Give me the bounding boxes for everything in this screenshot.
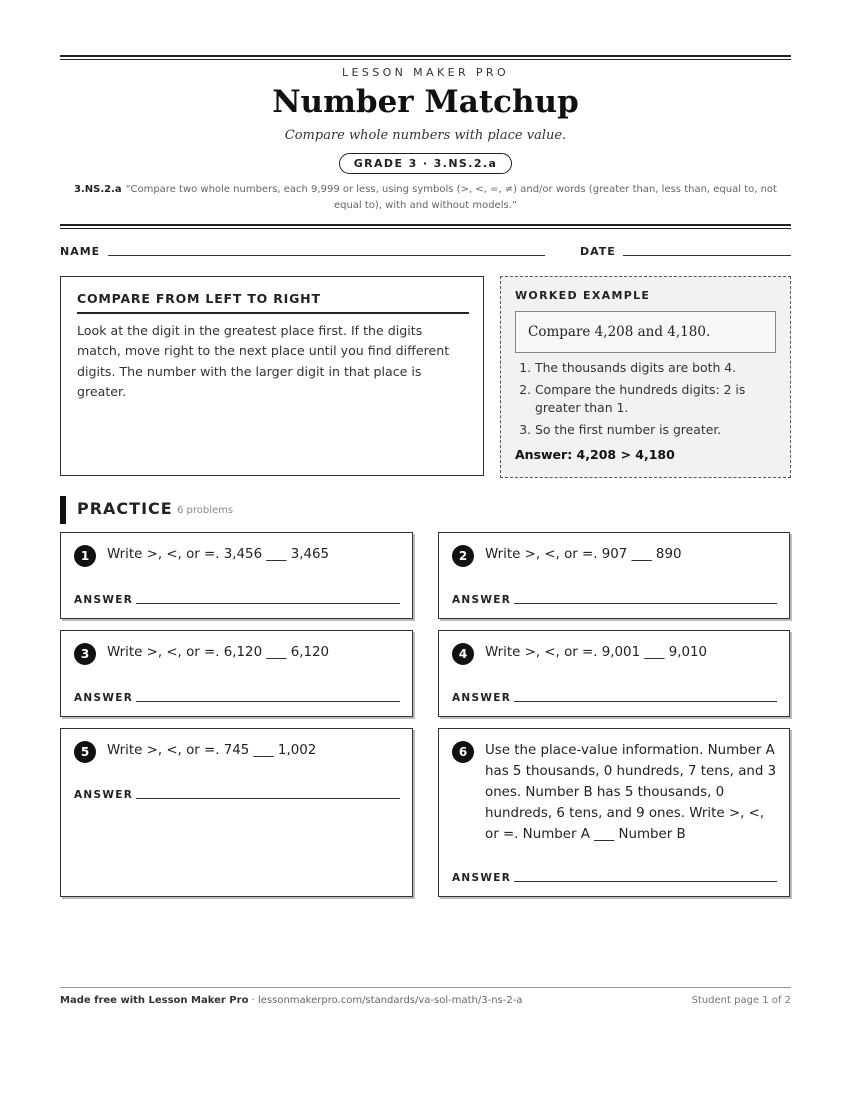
header-bottom-rule	[60, 224, 791, 226]
footer-page-number: Student page 1 of 2	[691, 995, 791, 1006]
page-subtitle: Compare whole numbers with place value.	[284, 128, 567, 143]
brand-name: LESSON MAKER PRO	[341, 66, 510, 79]
problem-card	[60, 728, 413, 897]
problem-prompt: Write >, <, or =. 745 ___ 1,002	[107, 743, 317, 758]
problem-card	[438, 728, 790, 897]
answer-label: ANSWER	[74, 594, 134, 606]
worked-step: 1. The thousands digits are both 4.	[535, 359, 760, 378]
problem-prompt: Use the place-value information. Number A has 5 thousands, 0 hundreds, 7 tens, and 3 ones. Number B has 5 thousands, 0 hundreds, 6 tens, and 9 ones. Write >, <, or =. Number A ___ Number B	[485, 743, 777, 842]
worked-step: 2. Compare the hundreds digits: 2 is greater than 1.	[535, 381, 760, 418]
problem-prompt: Write >, <, or =. 907 ___ 890	[485, 547, 682, 562]
problem-number-badge: 4	[452, 643, 474, 665]
grade-badge: GRADE 3 · 3.NS.2.a	[339, 153, 513, 174]
problem-number-badge: 3	[74, 643, 96, 665]
worked-example-steps	[521, 359, 760, 442]
standard-text: “Compare two whole numbers, each 9,999 or less, using symbols (>, <, =, ≠) and/or words (greater than, less than, equal to, not equal to), with and without models.”	[125, 184, 777, 211]
page-title: Number Matchup	[272, 84, 579, 120]
name-label: NAME	[60, 245, 101, 258]
worked-example-answer: Answer: 4,208 > 4,180	[515, 447, 675, 462]
compare-strategy-box	[60, 276, 484, 476]
answer-label: ANSWER	[452, 872, 512, 884]
problem-prompt: Write >, <, or =. 6,120 ___ 6,120	[107, 645, 330, 660]
answer-field[interactable]	[514, 603, 777, 604]
practice-title: PRACTICE	[77, 499, 173, 518]
problem-card	[438, 532, 790, 619]
footer-credit	[60, 995, 522, 1006]
worksheet-page	[60, 0, 791, 1100]
problem-prompt: Write >, <, or =. 9,001 ___ 9,010	[485, 645, 708, 660]
answer-label: ANSWER	[452, 692, 512, 704]
footer-rule	[60, 987, 791, 988]
answer-field[interactable]	[514, 701, 777, 702]
name-date-row	[60, 245, 791, 261]
footer-made-with: Made free with Lesson Maker Pro	[60, 995, 249, 1006]
problem-prompt: Write >, <, or =. 3,456 ___ 3,465	[107, 547, 330, 562]
compare-heading: COMPARE FROM LEFT TO RIGHT	[77, 291, 469, 314]
worked-example-box	[500, 276, 791, 478]
answer-label: ANSWER	[452, 594, 512, 606]
date-label: DATE	[580, 245, 616, 258]
name-field[interactable]	[108, 255, 545, 256]
problem-number-badge: 6	[452, 741, 474, 763]
answer-field[interactable]	[136, 701, 400, 702]
answer-field[interactable]	[514, 881, 777, 882]
answer-label: ANSWER	[74, 692, 134, 704]
date-field[interactable]	[623, 255, 791, 256]
footer-url-link[interactable]: · lessonmakerpro.com/standards/va-sol-math/3-ns-2-a	[248, 995, 523, 1006]
practice-count: 6 problems	[177, 505, 234, 516]
problem-card	[60, 532, 413, 619]
problem-number-badge: 2	[452, 545, 474, 567]
problem-card	[438, 630, 790, 717]
answer-field[interactable]	[136, 603, 400, 604]
standard-description	[60, 182, 791, 214]
worked-example-heading: WORKED EXAMPLE	[515, 289, 651, 302]
problem-card	[60, 630, 413, 717]
problem-number-badge: 5	[74, 741, 96, 763]
standard-code: 3.NS.2.a	[74, 184, 122, 195]
compare-body: Look at the digit in the greatest place first. If the digits match, move right to the next place until you find different digits. The number with the larger digit in that place is greater.	[77, 323, 450, 400]
worked-step: 3. So the first number is greater.	[535, 421, 760, 440]
practice-accent-bar	[60, 496, 66, 524]
header-top-rule	[60, 55, 791, 57]
problem-number-badge: 1	[74, 545, 96, 567]
answer-field[interactable]	[136, 798, 400, 799]
answer-label: ANSWER	[74, 789, 134, 801]
worked-example-prompt: Compare 4,208 and 4,180.	[515, 311, 776, 353]
